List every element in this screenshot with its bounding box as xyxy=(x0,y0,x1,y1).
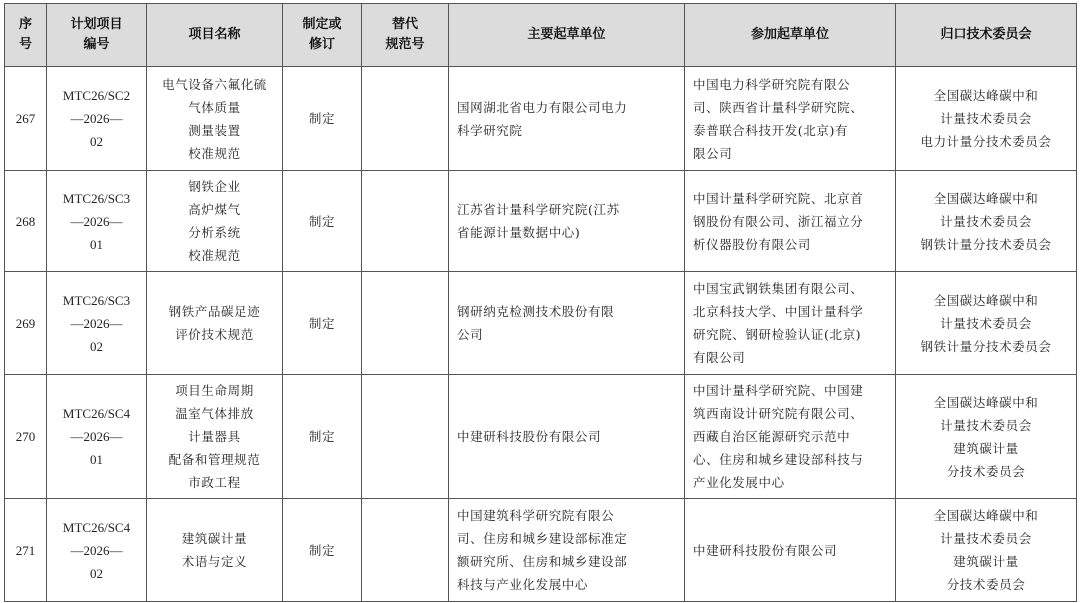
table-row xyxy=(5,375,1077,499)
cell-technical-committee: 全国碳达峰碳中和 计量技术委员会 钢铁计量分技术委员会 xyxy=(896,171,1077,272)
cell-seq: 271 xyxy=(5,499,47,602)
cell-project-name: 钢铁企业 高炉煤气 分析系统 校准规范 xyxy=(147,171,283,272)
cell-formulate-or-revise: 制定 xyxy=(283,171,362,272)
header-technical-committee: 归口技术委员会 xyxy=(896,4,1077,67)
cell-technical-committee: 全国碳达峰碳中和 计量技术委员会 电力计量分技术委员会 xyxy=(896,67,1077,171)
cell-seq: 268 xyxy=(5,171,47,272)
cell-plan-code: MTC26/SC3 —2026— 01 xyxy=(47,171,147,272)
header-row xyxy=(5,4,1077,67)
cell-seq: 270 xyxy=(5,375,47,499)
cell-main-drafting-unit: 钢研纳克检测技术股份有限 公司 xyxy=(449,272,685,375)
cell-technical-committee: 全国碳达峰碳中和 计量技术委员会 建筑碳计量 分技术委员会 xyxy=(896,375,1077,499)
table-row xyxy=(5,171,1077,272)
cell-participating-unit: 中国宝武钢铁集团有限公司、 北京科技大学、中国计量科学 研究院、钢研检验认证(北京) 有限公司 xyxy=(685,272,896,375)
cell-main-drafting-unit: 江苏省计量科学研究院(江苏 省能源计量数据中心) xyxy=(449,171,685,272)
cell-formulate-or-revise: 制定 xyxy=(283,67,362,171)
cell-project-name: 建筑碳计量 术语与定义 xyxy=(147,499,283,602)
cell-main-drafting-unit: 中建研科技股份有限公司 xyxy=(449,375,685,499)
header-project-name: 项目名称 xyxy=(147,4,283,67)
cell-formulate-or-revise: 制定 xyxy=(283,375,362,499)
header-participating-unit: 参加起草单位 xyxy=(685,4,896,67)
cell-formulate-or-revise: 制定 xyxy=(283,499,362,602)
cell-participating-unit: 中国计量科学研究院、北京首 钢股份有限公司、浙江福立分 析仪器股份有限公司 xyxy=(685,171,896,272)
cell-replaced-spec xyxy=(362,67,449,171)
cell-participating-unit: 中国计量科学研究院、中国建 筑西南设计研究院有限公司、 西藏自治区能源研究示范中 心、住房和城乡建设部科技与 产业化发展中心 xyxy=(685,375,896,499)
table-row xyxy=(5,67,1077,171)
header-seq: 序 号 xyxy=(5,4,47,67)
cell-seq: 269 xyxy=(5,272,47,375)
standards-plan-table-sheet xyxy=(4,3,1076,600)
cell-technical-committee: 全国碳达峰碳中和 计量技术委员会 建筑碳计量 分技术委员会 xyxy=(896,499,1077,602)
header-plan-code: 计划项目 编号 xyxy=(47,4,147,67)
cell-replaced-spec xyxy=(362,272,449,375)
header-formulate-or-revise: 制定或 修订 xyxy=(283,4,362,67)
cell-project-name: 电气设备六氟化硫 气体质量 测量装置 校准规范 xyxy=(147,67,283,171)
cell-seq: 267 xyxy=(5,67,47,171)
cell-main-drafting-unit: 中国建筑科学研究院有限公 司、住房和城乡建设部标准定 额研究所、住房和城乡建设部 科技与产业化发展中心 xyxy=(449,499,685,602)
cell-formulate-or-revise: 制定 xyxy=(283,272,362,375)
cell-plan-code: MTC26/SC4 —2026— 02 xyxy=(47,499,147,602)
cell-project-name: 钢铁产品碳足迹 评价技术规范 xyxy=(147,272,283,375)
table-row xyxy=(5,272,1077,375)
header-replaced-spec: 替代 规范号 xyxy=(362,4,449,67)
cell-main-drafting-unit: 国网湖北省电力有限公司电力 科学研究院 xyxy=(449,67,685,171)
standards-plan-table xyxy=(4,3,1077,602)
cell-plan-code: MTC26/SC3 —2026— 02 xyxy=(47,272,147,375)
cell-replaced-spec xyxy=(362,171,449,272)
cell-participating-unit: 中国电力科学研究院有限公 司、陕西省计量科学研究院、 泰普联合科技开发(北京)有 限公司 xyxy=(685,67,896,171)
cell-technical-committee: 全国碳达峰碳中和 计量技术委员会 钢铁计量分技术委员会 xyxy=(896,272,1077,375)
cell-plan-code: MTC26/SC4 —2026— 01 xyxy=(47,375,147,499)
cell-project-name: 项目生命周期 温室气体排放 计量器具 配备和管理规范 市政工程 xyxy=(147,375,283,499)
cell-replaced-spec xyxy=(362,375,449,499)
header-main-drafting-unit: 主要起草单位 xyxy=(449,4,685,67)
table-row xyxy=(5,499,1077,602)
cell-participating-unit: 中建研科技股份有限公司 xyxy=(685,499,896,602)
cell-plan-code: MTC26/SC2 —2026— 02 xyxy=(47,67,147,171)
cell-replaced-spec xyxy=(362,499,449,602)
